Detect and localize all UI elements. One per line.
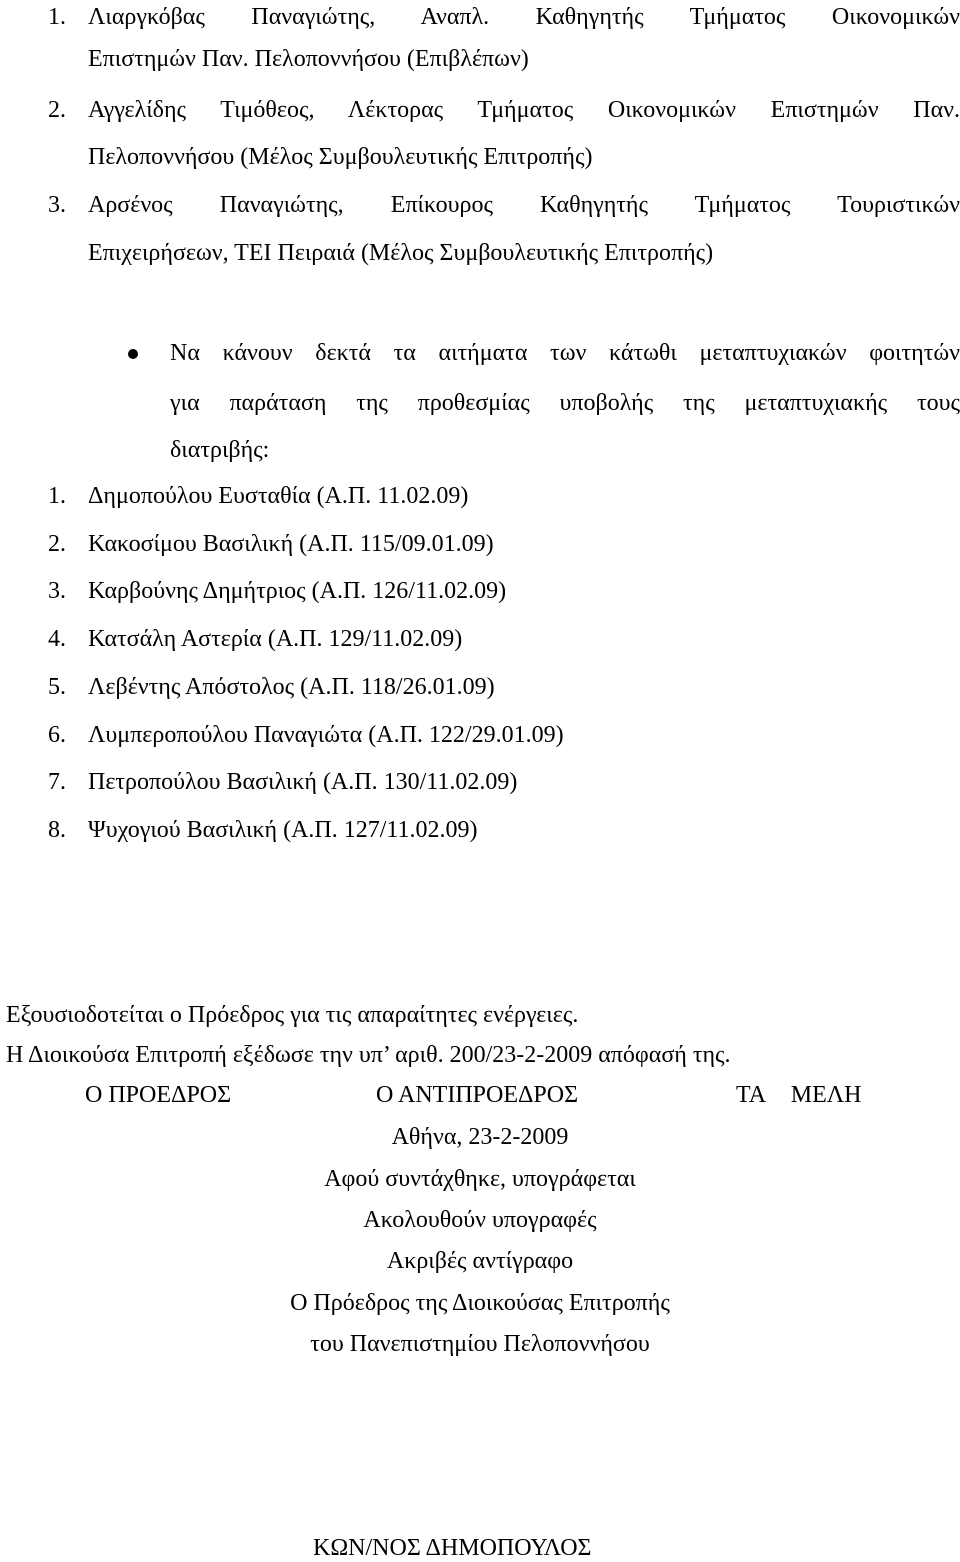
student-entry: Πετροπούλου Βασιλική (Α.Π. 130/11.02.09) <box>88 769 518 795</box>
committee-item-2-line2: Πελοποννήσου (Μέλος Συμβουλευτικής Επιτροπής) <box>88 144 593 170</box>
student-entry: Λυμπεροπούλου Παναγιώτα (Α.Π. 122/29.01.09) <box>88 722 564 748</box>
student-entry: Λεβέντης Απόστολος (Α.Π. 118/26.01.09) <box>88 674 495 700</box>
committee-item-3-line1: Αρσένος Παναγιώτης, Επίκουρος Καθηγητής Τμήματος Τουριστικών <box>88 192 960 218</box>
student-number: 6. <box>48 722 66 748</box>
student-entry: Κατσάλη Αστερία (Α.Π. 129/11.02.09) <box>88 626 463 652</box>
authorization-text: Εξουσιοδοτείται ο Πρόεδρος για τις απαραίτητες ενέργειες. <box>6 1002 579 1028</box>
certifier-role-line2: του Πανεπιστημίου Πελοποννήσου <box>310 1331 650 1357</box>
issued-decision-text: Η Διοικούσα Επιτροπή εξέδωσε την υπ’ αριθ. 200/23-2-2009 απόφασή της. <box>6 1042 731 1068</box>
student-entry: Ψυχογιού Βασιλική (Α.Π. 127/11.02.09) <box>88 817 478 843</box>
signature-president: Ο ΠΡΟΕΔΡΟΣ <box>85 1082 232 1108</box>
committee-item-2-line1: Αγγελίδης Τιμόθεος, Λέκτορας Τμήματος Οικονομικών Επιστημών Παν. <box>88 97 960 123</box>
true-copy: Ακριβές αντίγραφο <box>386 1248 574 1274</box>
student-number: 8. <box>48 817 66 843</box>
signatures-follow: Ακολουθούν υπογραφές <box>363 1207 597 1233</box>
student-entry: Κακοσίμου Βασιλική (Α.Π. 115/09.01.09) <box>88 531 494 557</box>
signed-statement: Αφού συντάχθηκε, υπογράφεται <box>324 1166 636 1192</box>
certifier-role-line1: Ο Πρόεδρος της Διοικούσας Επιτροπής <box>290 1290 670 1316</box>
signature-members: ΤΑ ΜΕΛΗ <box>736 1082 862 1108</box>
committee-item-1-number: 1. <box>48 4 66 30</box>
student-number: 7. <box>48 769 66 795</box>
student-number: 5. <box>48 674 66 700</box>
committee-item-1-line1: Λιαργκόβας Παναγιώτης, Αναπλ. Καθηγητής Τμήματος Οικονομικών <box>88 4 960 30</box>
place-date: Αθήνα, 23-2-2009 <box>391 1124 569 1150</box>
decision-line2: για παράταση της προθεσμίας υποβολής της μεταπτυχιακής τους <box>170 390 960 416</box>
student-number: 4. <box>48 626 66 652</box>
signer-name: ΚΩΝ/ΝΟΣ ΔΗΜΟΠΟΥΛΟΣ <box>313 1535 592 1561</box>
student-number: 2. <box>48 531 66 557</box>
decision-line1: Να κάνουν δεκτά τα αιτήματα των κάτωθι μεταπτυχιακών φοιτητών <box>170 340 960 366</box>
student-entry: Καρβούνης Δημήτριος (Α.Π. 126/11.02.09) <box>88 578 507 604</box>
committee-item-2-number: 2. <box>48 97 66 123</box>
student-number: 3. <box>48 578 66 604</box>
student-number: 1. <box>48 483 66 509</box>
committee-item-3-number: 3. <box>48 192 66 218</box>
decision-line3: διατριβής: <box>170 437 270 463</box>
committee-item-1-line2: Επιστημών Παν. Πελοποννήσου (Επιβλέπων) <box>88 46 529 72</box>
signature-vice-president: Ο ΑΝΤΙΠΡΟΕΔΡΟΣ <box>376 1082 579 1108</box>
bullet-icon <box>128 349 138 359</box>
committee-item-3-line2: Επιχειρήσεων, ΤΕΙ Πειραιά (Μέλος Συμβουλευτικής Επιτροπής) <box>88 240 714 266</box>
student-entry: Δημοπούλου Ευσταθία (Α.Π. 11.02.09) <box>88 483 469 509</box>
